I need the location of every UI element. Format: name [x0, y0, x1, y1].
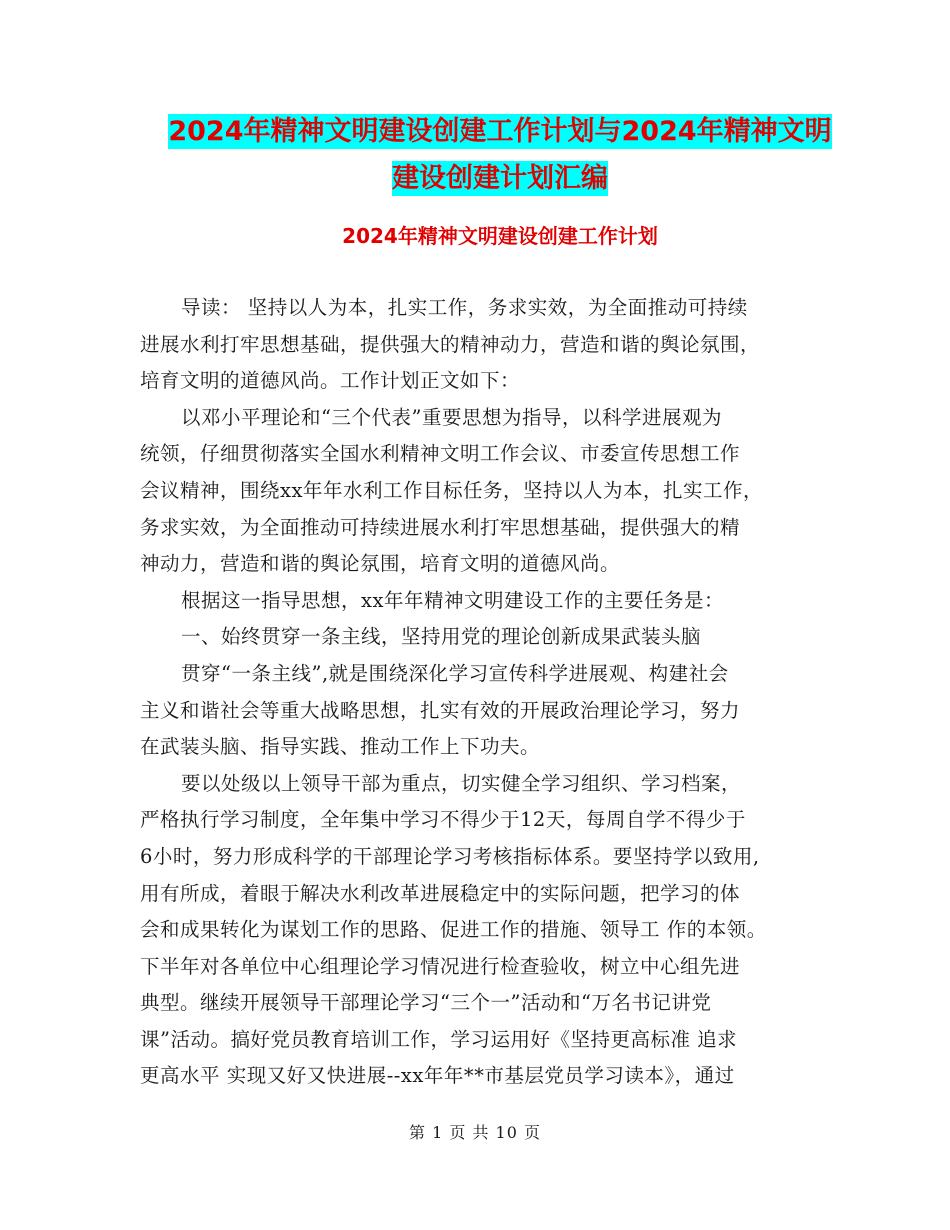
body-line: 严格执行学习制度，全年集中学习不得少于12天，每周自学不得少于 — [140, 808, 746, 832]
body-line: 神动力，营造和谐的舆论氛围，培育文明的道德风尚。 — [140, 552, 621, 576]
body-line: 进展水利打牢思想基础，提供强大的精神动力，营造和谐的舆论氛围， — [140, 332, 761, 356]
page-footer: 第 1 页 共 10 页 — [409, 1123, 541, 1142]
body-line: 根据这一指导思想，xx年年精神文明建设工作的主要任务是： — [181, 588, 724, 612]
document-body — [140, 290, 820, 1095]
body-line: 培育文明的道德风尚。工作计划正文如下： — [140, 369, 521, 393]
body-line: 导读： 坚持以人为本，扎实工作，务求实效，为全面推动可持续 — [181, 296, 748, 319]
body-line: 要以处级以上领导干部为重点，切实健全学习组织、学习档案， — [181, 771, 742, 795]
body-line: 贯穿“一条主线”,就是围绕深化学习宣传科学进展观、构建社会 — [181, 661, 729, 685]
title-line-1: 2024年精神文明建设创建工作计划与2024年精神文明 — [168, 116, 832, 147]
title-line-2: 建设创建计划汇编 — [392, 163, 608, 194]
body-line: 一、始终贯穿一条主线，坚持用党的理论创新成果武装头脑 — [181, 625, 702, 649]
body-line: 会议精神，围绕xx年年水利工作目标任务，坚持以人为本，扎实工作， — [140, 478, 763, 502]
body-line: 务求实效，为全面推动可持续进展水利打牢思想基础，提供强大的精 — [140, 515, 741, 539]
body-line: 以邓小平理论和“三个代表”重要思想为指导，以科学进展观为 — [181, 405, 722, 429]
document-title — [140, 108, 860, 202]
body-line: 下半年对各单位中心组理论学习情况进行检查验收，树立中心组先进 — [140, 954, 741, 978]
body-line: 统领，仔细贯彻落实全国水利精神文明工作会议、市委宣传思想工作 — [140, 442, 741, 466]
body-line: 用有所成，着眼于解决水利改革进展稳定中的实际问题，把学习的体 — [140, 881, 741, 905]
body-line: 在武装头脑、指导实践、推动工作上下功夫。 — [140, 735, 541, 759]
body-line: 主义和谐社会等重大战略思想，扎实有效的开展政治理论学习，努力 — [140, 698, 741, 722]
body-line: 更高水平 实现又好又快进展--xx年年**市基层党员学习读本》，通过 — [140, 1064, 735, 1088]
body-line: 会和成果转化为谋划工作的思路、促进工作的措施、领导工 作的本领。 — [140, 918, 767, 942]
body-line: 典型。继续开展领导干部理论学习“三个一”活动和“万名书记讲党 — [140, 991, 712, 1015]
section-title: 2024年精神文明建设创建工作计划 — [342, 224, 658, 248]
body-line: 课”活动。搞好党员教育培训工作，学习运用好《坚持更高标准 追求 — [140, 1027, 738, 1051]
body-line: 6小时，努力形成科学的干部理论学习考核指标体系。要坚持学以致用, — [140, 844, 760, 868]
